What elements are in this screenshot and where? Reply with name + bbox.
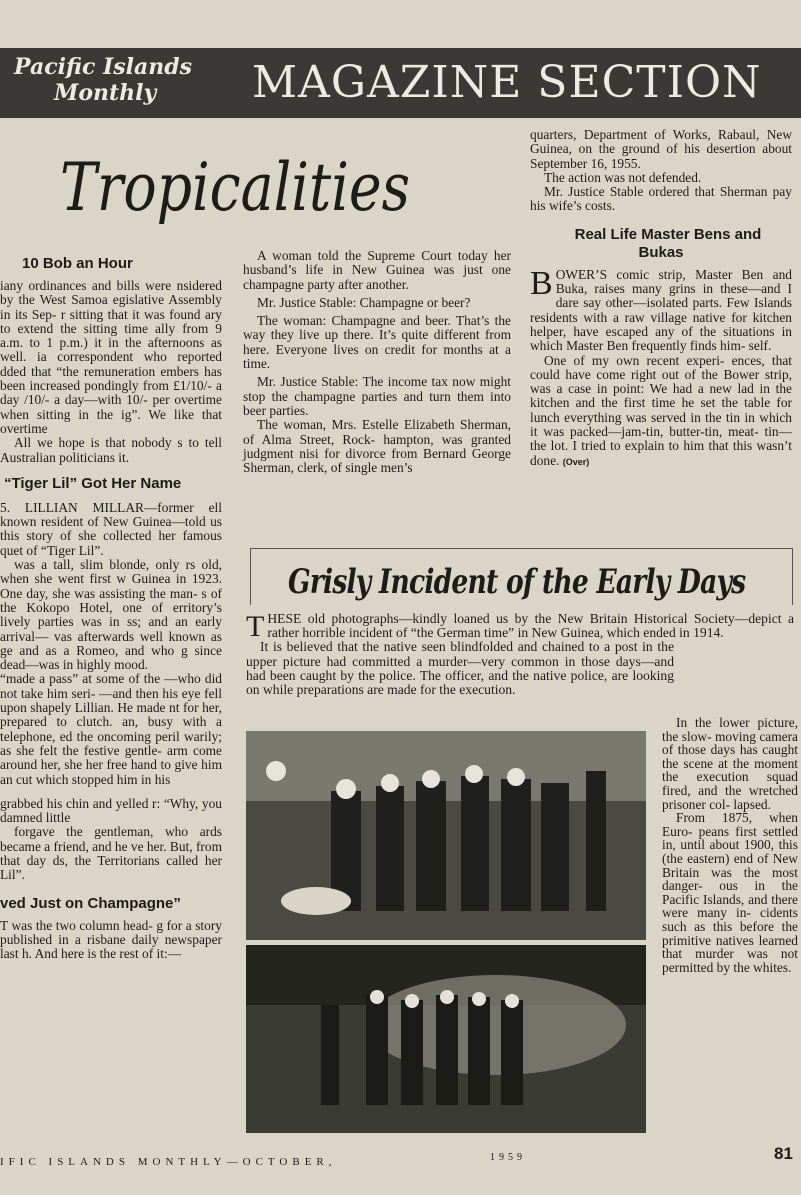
paragraph-text: HESE old photographs—kindly loaned us by the New Britain Historical Society—depict a rather horrible incident of “the German time” in New Guinea, which ended in 1914. <box>267 611 794 641</box>
headline-tiger-lil: “Tiger Lil” Got Her Name <box>4 474 182 492</box>
lower-photograph <box>246 945 646 1133</box>
drop-cap: T <box>246 610 265 643</box>
grisly-intro <box>246 612 794 697</box>
section-title: MAGAZINE SECTION <box>252 57 762 108</box>
paragraph: Mr. Justice Stable ordered that Sherman pay his wife’s costs. <box>530 184 792 214</box>
continued-marker: (Over) <box>562 456 590 467</box>
column-left <box>0 255 222 961</box>
headline-10-bob: 10 Bob an Hour <box>22 255 133 272</box>
paragraph-text: One of my own recent experi- ences, that could have come right out of the Bower strip, was a case in point: We had a new lad in the kitchen and the first time he set the table for lunch everything was served in the tin in which it was packed—jam-tin, butter-tin, meat- tin—the lot. I tried to explain to him that this wasn’t done. <box>530 352 792 468</box>
paragraph: It is believed that the native seen blindfolded and chained to a post in the upper picture had committed a murder—very common in those days—and had been caught by the police. The officer, and the native police, are looking on while preparations are made for the execution. <box>246 639 674 698</box>
paragraph: 5. LILLIAN MILLAR—former ell known resident of New Guinea—told us this story of she collected her famous quet of “Tiger Lil”. <box>0 499 222 558</box>
paragraph: was a tall, slim blonde, only rs old, when she went first w Guinea in 1923. One day, she was assisting the man- s of the Kokopo Hotel, one of erritory’s lively parties was in ss; and an early arrival— vas afterwards well known as ge and as a Romeo, and who g since dead—was in highly mood. <box>0 557 222 673</box>
paragraph: All we hope is that nobody s to tell Australian politicians it. <box>0 435 222 465</box>
magazine-name <box>14 54 192 106</box>
lower-photo-image <box>246 945 646 1133</box>
paragraph: In the lower picture, the slow- moving camera of those days has caught the scene at the moment the execution squad fired, and the wretched prisoner col- lapsed. <box>662 715 798 812</box>
paragraph <box>530 264 792 354</box>
paragraph: grabbed his chin and yelled r: “Why, you damned little <box>0 795 222 826</box>
drop-cap: B <box>530 264 553 302</box>
paragraph: T was the two column head- g for a story published in a risbane daily newspaper last h. And here is the rest of it:— <box>0 917 222 962</box>
tropicalities-title <box>60 128 420 238</box>
upper-photo-image <box>246 731 646 940</box>
paragraph: From 1875, when Euro- peans first settled in, until about 1900, this (the eastern) end of New Britain was the most danger- ous in the Pacific Islands, and there were many in- cidents such as this before the primitive natives learned that murder was not permitted by the whites. <box>662 810 798 975</box>
upper-photograph <box>246 731 646 940</box>
magazine-name-line2: Monthly <box>54 80 157 106</box>
paragraph-text: OWER’S comic strip, Master Ben and Buka, raises many grins in these—and I dare say other—isolated parts. Few Islands residents with a raw village native for kitchen helper, have escaped any of the situations in which Master Ben frequently finds him- self. <box>530 266 792 354</box>
paragraph: The woman: Champagne and beer. That’s the way they live up there. It’s quite different from here. Everyone lives on credit for months at a time. <box>243 313 511 372</box>
paragraph: forgave the gentleman, who ards became a friend, and he ve her. But, from that day ds, the Territorians called her Lil”. <box>0 824 222 883</box>
paragraph: The woman, Mrs. Estelle Elizabeth Sherman, of Alma Street, Rock- hampton, was granted judgment nisi for divorce from Bernard George Sherman, clerk, of single men’s <box>243 417 511 476</box>
footer-year: 1959 <box>490 1152 526 1163</box>
paragraph: The action was not defended. <box>544 169 702 185</box>
paragraph: quarters, Department of Works, Rabaul, New Guinea, on the ground of his desertion about September 16, 1955. <box>530 127 792 171</box>
headline-master-bens: Real Life Master Bens and Bukas <box>574 225 762 261</box>
paragraph: Mr. Justice Stable: Champagne or beer? <box>257 294 471 310</box>
magazine-banner <box>0 48 801 118</box>
footer-running-title: IFIC ISLANDS MONTHLY—OCTOBER, <box>0 1156 337 1168</box>
paragraph <box>530 354 792 469</box>
tropicalities-title-text: Tropicalities <box>60 149 410 226</box>
paragraph: iany ordinances and bills were nsidered by the West Samoa egislative Assembly in its Sep- r sitting that it was found ary to extend the sitting time ally from 9 a.m. to 1 p.m.) it in the afternoons as well. ia correspondent who reported dded that “the remuneration embers has been increased pondingly from £1/10/- a day /10/- a day—with 10/- per overtime when sitting in the ig”. We like that overtime <box>0 278 222 436</box>
paragraph <box>246 610 794 643</box>
page-footer <box>0 1144 801 1182</box>
magazine-name-line1: Pacific Islands <box>14 54 193 80</box>
grisly-title: Grisly Incident of the Early Days <box>288 562 746 602</box>
page-number: 81 <box>774 1144 793 1163</box>
paragraph: Mr. Justice Stable: The income tax now might stop the champagne parties and turn them into beer parties. <box>243 374 511 418</box>
headline-champagne: ved Just on Champagne” <box>0 894 181 912</box>
paragraph: “made a pass” at some of the —who did not take him seri- —and then his eye fell upon shapely Lillian. He made nt for her, prepared to clutch. an, busy with a telephone, ed the oncoming peril warily; as she felt the festive gentle- arm come around her, she her free hand to give him an cut which stopped him in his <box>0 671 222 787</box>
column-right <box>530 128 792 469</box>
paragraph: A woman told the Supreme Court today her husband’s life in New Guinea was just one champagne party after another. <box>243 248 511 292</box>
grisly-side-column <box>662 716 798 974</box>
column-middle <box>243 249 511 475</box>
